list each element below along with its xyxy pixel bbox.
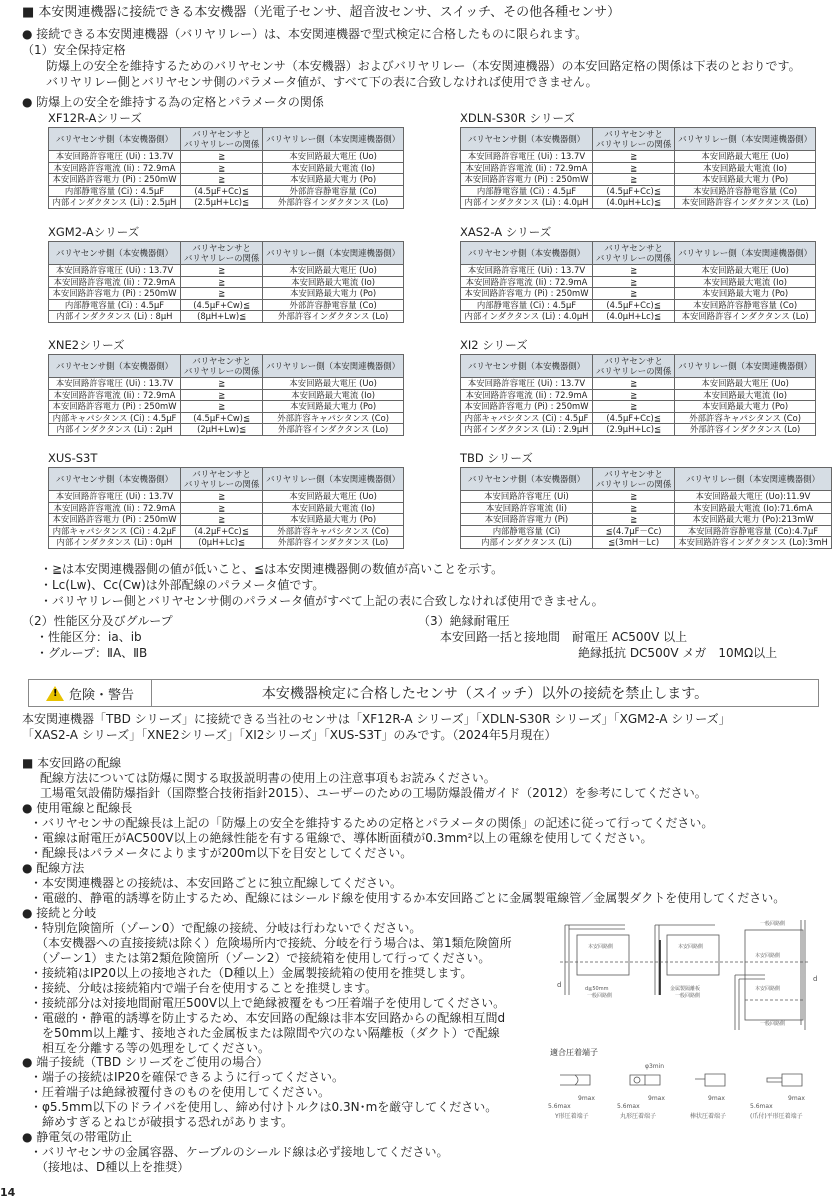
terminal-title: ● 端子接続（TBD シリーズをご使用の場合） xyxy=(22,1055,269,1069)
cell-relay: 本安回路許容静電容量 (Co) xyxy=(675,185,816,197)
cell-relay: 外部許容インダクタンス (Lo) xyxy=(263,197,404,209)
header-relation: バリヤセンサと バリヤリレーの関係 xyxy=(593,468,675,491)
header-relay-side: バリヤリレー側（本安関連機器側） xyxy=(263,355,404,378)
compat-line1: 本安関連機器「TBD シリーズ」に接続できる当社のセンサは「XF12R-A シリーズ」「XDLN-S30R シリーズ」「XGM2-A シリーズ」 xyxy=(22,712,731,726)
method-item-1: ・本安関連機器との接続は、本安回路ごとに独立配線してください。 xyxy=(30,876,403,890)
cell-relation: ≧ xyxy=(593,502,675,514)
table-row xyxy=(461,525,832,537)
table-row xyxy=(49,174,404,186)
subsection-1-title: （1）安全保持定格 xyxy=(22,43,126,57)
cell-relation: ≧ xyxy=(593,265,675,277)
page-number: 14 xyxy=(0,1186,16,1199)
spec-table xyxy=(48,127,404,209)
note-2: ・Lc(Lw)、Cc(Cw)は外部配線のパラメータ値です。 xyxy=(40,578,325,592)
insulation-resistance: 絶縁抵抗 DC500V メガ 10MΩ以上 xyxy=(578,646,778,660)
series-title: XF12R-Aシリーズ xyxy=(48,111,142,125)
table-row xyxy=(49,265,404,277)
cell-relation: ≧ xyxy=(181,265,263,277)
cell-relay: 本安回路最大電力 (Po) xyxy=(263,288,404,300)
table-row xyxy=(461,311,816,323)
cell-sensor: 内部静電容量 (Ci) : 4.5μF xyxy=(49,299,181,311)
cell-sensor: 内部インダクタンス (Li) : 2.9μH xyxy=(461,424,593,436)
cell-relation: ≧ xyxy=(593,276,675,288)
cell-sensor: 本安回路許容電圧 (Ui) : 13.7V xyxy=(461,378,593,390)
cell-relation: (8μH+Lw)≦ xyxy=(181,311,263,323)
header-relation: バリヤセンサと バリヤリレーの関係 xyxy=(181,242,263,265)
cell-relation: ≧ xyxy=(181,389,263,401)
cell-relay: 本安回路最大電圧 (Uo):11.9V xyxy=(675,491,832,503)
subsection-1-line1: 防爆上の安全を維持するためのバリヤセンサ（本安機器）およびバリヤリレー（本安関連機器）の本安回路定格の関係は下表のとおりです。 xyxy=(46,59,801,73)
cell-relation: ≧ xyxy=(181,151,263,163)
cell-sensor: 本安回路許容電力 (Pi) : 250mW xyxy=(461,288,593,300)
table-row xyxy=(49,299,404,311)
cell-relay: 外部許容静電容量 (Co) xyxy=(263,299,404,311)
table-row xyxy=(49,525,404,537)
subsection-2-title: （2）性能区分及びグループ xyxy=(22,614,173,628)
cell-relation: ≧ xyxy=(593,514,675,526)
cell-relay: 本安回路最大電圧 (Uo) xyxy=(263,265,404,277)
table-row xyxy=(49,491,404,503)
warning-label-cell xyxy=(29,680,152,706)
cell-relay: 本安回路許容インダクタンス (Lo) xyxy=(675,197,816,209)
cell-sensor: 内部キャパシタンス (Ci) : 4.2μF xyxy=(49,525,181,537)
table-row xyxy=(461,401,816,413)
cell-relation: ≦(3mH－Lc) xyxy=(593,537,675,549)
cell-relation: (4.0μH+Lc)≦ xyxy=(593,197,675,209)
table-row xyxy=(461,424,816,436)
table-row xyxy=(461,151,816,163)
cell-sensor: 本安回路許容電圧 (Ui) xyxy=(461,491,593,503)
cell-relay: 本安回路最大電圧 (Uo) xyxy=(263,491,404,503)
cell-sensor: 本安回路許容電流 (Ii) xyxy=(461,502,593,514)
header-relation: バリヤセンサと バリヤリレーの関係 xyxy=(593,242,675,265)
svg-text:5.6max: 5.6max xyxy=(548,1103,571,1110)
table-row xyxy=(461,378,816,390)
svg-text:本安回路側: 本安回路側 xyxy=(678,944,704,950)
table-row xyxy=(49,288,404,300)
header-sensor-side: バリヤセンサ側（本安機器側） xyxy=(461,242,593,265)
cell-sensor: 内部インダクタンス (Li) : 4.0μH xyxy=(461,311,593,323)
cell-relation: (2.5μH+Lc)≦ xyxy=(181,197,263,209)
cell-relay: 本安回路許容静電容量 (Co):4.7μF xyxy=(675,525,832,537)
svg-text:d≧50mm: d≧50mm xyxy=(585,986,609,992)
table-row xyxy=(49,537,404,549)
cell-relay: 本安回路最大電流 (Io) xyxy=(675,162,816,174)
cell-relay: 本安回路最大電力 (Po) xyxy=(675,401,816,413)
cell-sensor: 本安回路許容電流 (Ii) : 72.9mA xyxy=(461,389,593,401)
wiring-title: ■ 本安回路の配線 xyxy=(22,756,122,770)
svg-text:一般回路側: 一般回路側 xyxy=(675,993,701,999)
cell-sensor: 本安回路許容電力 (Pi) : 250mW xyxy=(461,401,593,413)
cell-relation: (4.5μF+Cc)≦ xyxy=(593,185,675,197)
cell-relation: ≦(4.7μF－Cc) xyxy=(593,525,675,537)
cell-relation: (2.9μH+Lc)≦ xyxy=(593,424,675,436)
table-header-row xyxy=(461,468,832,491)
terminal-diagram-title: 適合圧着端子 xyxy=(550,1048,598,1057)
table-row xyxy=(461,276,816,288)
cable-title: ● 使用電線と配線長 xyxy=(22,801,133,815)
cell-relay: 外部許容キャパシタンス (Co) xyxy=(263,525,404,537)
cable-item-1: ・バリヤセンサの配線長は上記の「防爆上の安全を維持するための定格とパラメータの関係」の記述に従って行ってください。 xyxy=(30,816,714,830)
cell-relation: ≧ xyxy=(181,288,263,300)
table-row xyxy=(461,162,816,174)
static-line: ・バリヤセンサの金属容器、ケーブルのシールド線は必ず接地してください。 xyxy=(30,1145,449,1159)
spec-table xyxy=(460,467,832,549)
cell-relation: (4.2μF+Cc)≦ xyxy=(181,525,263,537)
table-row xyxy=(49,412,404,424)
cell-relay: 本安回路最大電圧 (Uo) xyxy=(675,265,816,277)
cell-sensor: 内部キャパシタンス (Ci) : 4.5μF xyxy=(461,412,593,424)
table-row xyxy=(461,265,816,277)
cable-item-3: ・配線長はパラメータによりますが200m以下を目安としてください。 xyxy=(30,846,413,860)
cell-relay: 本安回路最大電圧 (Uo) xyxy=(263,151,404,163)
table-row xyxy=(49,162,404,174)
branch-line: ・接続、分岐は接続箱内で端子台を使用することを推奨します。 xyxy=(30,981,378,995)
cell-relay: 本安回路最大電流 (Io) xyxy=(675,389,816,401)
cell-relation: ≧ xyxy=(593,162,675,174)
header-relay-side: バリヤリレー側（本安関連機器側） xyxy=(263,468,404,491)
table-row xyxy=(49,151,404,163)
table-header-row xyxy=(49,242,404,265)
svg-text:9max: 9max xyxy=(578,1095,595,1102)
cell-sensor: 内部キャパシタンス (Ci) : 4.5μF xyxy=(49,412,181,424)
cell-relay: 本安回路許容インダクタンス (Lo):3mH xyxy=(675,537,832,549)
cell-relation: (4.5μF+Cc)≦ xyxy=(593,299,675,311)
cell-sensor: 内部静電容量 (Ci) : 4.5μF xyxy=(49,185,181,197)
series-title: TBD シリーズ xyxy=(460,451,533,465)
cell-sensor: 本安回路許容電圧 (Ui) : 13.7V xyxy=(461,265,593,277)
svg-text:本安回路側: 本安回路側 xyxy=(588,944,614,950)
cell-sensor: 本安回路許容電流 (Ii) : 72.9mA xyxy=(461,162,593,174)
cell-relation: ≧ xyxy=(593,389,675,401)
cell-relation: ≧ xyxy=(181,401,263,413)
table-header-row xyxy=(461,355,816,378)
table-row xyxy=(461,502,832,514)
wiring-intro2: 工場電気設備防爆指針（国際整合技術指針2015）、ユーザーのための工場防爆設備ガイド（2012）を参考にしてください。 xyxy=(40,786,707,800)
header-sensor-side: バリヤセンサ側（本安機器側） xyxy=(461,128,593,151)
cell-sensor: 本安回路許容電圧 (Ui) : 13.7V xyxy=(49,151,181,163)
table-row xyxy=(49,401,404,413)
series-title: XGM2-Aシリーズ xyxy=(48,225,140,239)
svg-text:棒状圧着端子: 棒状圧着端子 xyxy=(690,1113,727,1120)
warning-label: 危険・警告 xyxy=(68,687,134,703)
cell-sensor: 内部静電容量 (Ci) : 4.5μF xyxy=(461,185,593,197)
wiring-separation-diagram xyxy=(555,915,825,1030)
cell-relay: 本安回路最大電流 (Io):71.6mA xyxy=(675,502,832,514)
cell-relay: 本安回路許容静電容量 (Co) xyxy=(675,299,816,311)
cell-sensor: 内部インダクタンス (Li) : 2.5μH xyxy=(49,197,181,209)
svg-text:一般回路側: 一般回路側 xyxy=(760,1021,786,1027)
table-row xyxy=(49,311,404,323)
svg-text:Y形圧着端子: Y形圧着端子 xyxy=(555,1113,589,1120)
cell-sensor: 内部インダクタンス (Li) : 4.0μH xyxy=(461,197,593,209)
cell-sensor: 内部静電容量 (Ci) xyxy=(461,525,593,537)
cell-relay: 本安回路最大電力 (Po) xyxy=(675,288,816,300)
cell-sensor: 本安回路許容電力 (Pi) : 250mW xyxy=(49,401,181,413)
table-row xyxy=(49,197,404,209)
svg-text:金属製隔離板: 金属製隔離板 xyxy=(670,986,701,992)
cell-sensor: 本安回路許容電圧 (Ui) : 13.7V xyxy=(49,378,181,390)
method-title: ● 配線方法 xyxy=(22,861,85,875)
header-sensor-side: バリヤセンサ側（本安機器側） xyxy=(49,468,181,491)
table-row xyxy=(461,514,832,526)
svg-text:5.6max: 5.6max xyxy=(750,1103,773,1110)
cell-sensor: 本安回路許容電圧 (Ui) : 13.7V xyxy=(461,151,593,163)
cell-relay: 本安回路最大電圧 (Uo) xyxy=(675,378,816,390)
svg-text:丸形圧着端子: 丸形圧着端子 xyxy=(620,1113,657,1120)
branch-line: ・接続部分は対接地間耐電圧500V以上で絶縁被覆をもつ圧着端子を使用してください。 xyxy=(30,996,506,1010)
svg-text:本安回路側: 本安回路側 xyxy=(755,986,781,992)
header-relay-side: バリヤリレー側（本安関連機器側） xyxy=(263,128,404,151)
svg-text:d: d xyxy=(557,981,562,989)
cell-relation: (4.5μF+Cw)≦ xyxy=(181,299,263,311)
series-title: XAS2-A シリーズ xyxy=(460,225,552,239)
header-relay-side: バリヤリレー側（本安関連機器側） xyxy=(675,468,832,491)
table-header-row xyxy=(461,242,816,265)
bullet-connect: ● 接続できる本安関連機器（バリヤリレー）は、本安関連機器で型式検定に合格したものに限られます。 xyxy=(22,27,588,41)
cell-relay: 本安回路最大電力 (Po) xyxy=(263,514,404,526)
header-sensor-side: バリヤセンサ側（本安機器側） xyxy=(461,468,593,491)
warning-triangle-icon: ! xyxy=(46,686,64,701)
table-row xyxy=(49,185,404,197)
table-row xyxy=(461,389,816,401)
cell-relay: 外部許容インダクタンス (Lo) xyxy=(263,311,404,323)
svg-text:(爪付)平形圧着端子: (爪付)平形圧着端子 xyxy=(750,1113,803,1120)
series-title: XUS-S3T xyxy=(48,451,98,465)
series-title: XNE2シリーズ xyxy=(48,338,125,352)
table-header-row xyxy=(49,128,404,151)
cell-relay: 外部許容キャパシタンス (Co) xyxy=(675,412,816,424)
cell-relay: 外部許容静電容量 (Co) xyxy=(263,185,404,197)
crimp-terminal-diagram xyxy=(545,1060,835,1125)
terminal-line: ・φ5.5mm以下のドライバを使用し、締め付けトルクは0.3N･mを厳守してください。 xyxy=(30,1100,498,1114)
cell-relay: 外部許容インダクタンス (Lo) xyxy=(263,537,404,549)
subsection-3-title: （3）絶縁耐電圧 xyxy=(418,614,510,628)
header-sensor-side: バリヤセンサ側（本安機器側） xyxy=(49,128,181,151)
cell-sensor: 内部インダクタンス (Li) xyxy=(461,537,593,549)
cell-sensor: 本安回路許容電圧 (Ui) : 13.7V xyxy=(49,265,181,277)
cell-sensor: 内部インダクタンス (Li) : 0μH xyxy=(49,537,181,549)
svg-text:9max: 9max xyxy=(788,1095,805,1102)
subsection-1-line2: バリヤリレー側とバリヤセンサ側のパラメータ値が、すべて下の表に合致しなければ使用できません。 xyxy=(46,75,598,89)
method-item-2: ・電磁的、静電的誘導を防止するため、配線にはシールド線を使用するか本安回路ごとに金属製電線管／金属製ダクトを使用してください。 xyxy=(30,891,786,905)
cell-relay: 本安回路最大電力 (Po) xyxy=(263,401,404,413)
spec-table xyxy=(460,241,816,323)
terminal-line: ・端子の接続はIP20を確保できるように行ってください。 xyxy=(30,1070,345,1084)
spec-table xyxy=(48,241,404,323)
cell-relation: ≧ xyxy=(181,174,263,186)
cell-sensor: 本安回路許容電流 (Ii) : 72.9mA xyxy=(461,276,593,288)
table-row xyxy=(461,174,816,186)
cell-relation: ≧ xyxy=(593,151,675,163)
svg-text:φ3min: φ3min xyxy=(645,1063,665,1070)
cell-relation: ≧ xyxy=(181,491,263,503)
table-row xyxy=(461,185,816,197)
svg-text:9max: 9max xyxy=(648,1095,665,1102)
table-row xyxy=(461,299,816,311)
cell-relation: ≧ xyxy=(593,174,675,186)
branch-title: ● 接続と分岐 xyxy=(22,906,97,920)
cell-sensor: 本安回路許容電力 (Pi) : 250mW xyxy=(461,174,593,186)
cell-relay: 本安回路最大電流 (Io) xyxy=(675,276,816,288)
cell-relation: (4.0μH+Lc)≦ xyxy=(593,311,675,323)
cell-relation: ≧ xyxy=(181,276,263,288)
header-relay-side: バリヤリレー側（本安関連機器側） xyxy=(263,242,404,265)
static-line: （接地は、D種以上を推奨） xyxy=(30,1160,190,1174)
warning-message: 本安機器検定に合格したセンサ（スイッチ）以外の接続を禁止します。 xyxy=(261,686,709,702)
terminal-line: ・圧着端子は絶縁被覆付きのものを使用してください。 xyxy=(30,1085,331,1099)
note-3: ・バリヤリレー側とバリヤセンサ側のパラメータ値がすべて上記の表に合致しなければ使用できません。 xyxy=(40,594,604,608)
cell-relay: 本安回路最大電流 (Io) xyxy=(263,389,404,401)
cell-sensor: 本安回路許容電力 (Pi) : 250mW xyxy=(49,288,181,300)
series-title: XI2 シリーズ xyxy=(460,338,528,352)
table-row xyxy=(461,288,816,300)
svg-text:一般回路側: 一般回路側 xyxy=(587,993,613,999)
cell-relay: 本安回路最大電流 (Io) xyxy=(263,276,404,288)
branch-line: を50mm以上離す、接地された金属板または隙間や穴のない隔離板（ダクト）で配線 xyxy=(30,1026,500,1040)
table-header-row xyxy=(461,128,816,151)
cell-relation: (4.5μF+Cw)≦ xyxy=(181,412,263,424)
table-row xyxy=(49,502,404,514)
cell-relation: ≧ xyxy=(181,514,263,526)
cable-item-2: ・電線は耐電圧がAC500V以上の絶縁性能を有する電線で、導体断面積が0.3mm²以上の電線を使用してください。 xyxy=(30,831,653,845)
spec-table xyxy=(48,354,404,436)
cell-sensor: 内部インダクタンス (Li) : 2μH xyxy=(49,424,181,436)
branch-line: 相互を分離する等の処理をしてください。 xyxy=(30,1041,271,1055)
table-row xyxy=(461,197,816,209)
cell-relation: ≧ xyxy=(593,491,675,503)
terminal-line: 締めすぎるとねじが破損する恐れがあります。 xyxy=(30,1115,294,1129)
cell-sensor: 内部インダクタンス (Li) : 8μH xyxy=(49,311,181,323)
series-title: XDLN-S30R シリーズ xyxy=(460,111,575,125)
branch-line: ・接続箱はIP20以上の接地された（D種以上）金属製接続箱の使用を推奨します。 xyxy=(30,966,473,980)
compat-line2: 「XAS2-A シリーズ」「XNE2シリーズ」「XI2シリーズ」「XUS-S3T」のみです。（2024年5月現在） xyxy=(22,728,557,742)
cell-relay: 外部許容キャパシタンス (Co) xyxy=(263,412,404,424)
header-sensor-side: バリヤセンサ側（本安機器側） xyxy=(49,242,181,265)
cell-sensor: 本安回路許容電力 (Pi) : 250mW xyxy=(49,514,181,526)
header-relation: バリヤセンサと バリヤリレーの関係 xyxy=(181,355,263,378)
header-relay-side: バリヤリレー側（本安関連機器側） xyxy=(675,242,816,265)
warning-box xyxy=(28,679,819,707)
header-sensor-side: バリヤセンサ側（本安機器側） xyxy=(49,355,181,378)
table-header-row xyxy=(49,468,404,491)
table-row xyxy=(461,412,816,424)
cell-relation: ≧ xyxy=(181,162,263,174)
cell-relation: ≧ xyxy=(181,378,263,390)
cell-sensor: 内部静電容量 (Ci) : 4.5μF xyxy=(461,299,593,311)
wiring-intro1: 配線方法については防爆に関する取扱説明書の使用上の注意事項もお読みください。 xyxy=(40,771,496,785)
table-row xyxy=(49,514,404,526)
cell-relay: 本安回路最大電圧 (Uo) xyxy=(675,151,816,163)
spec-table xyxy=(460,127,816,209)
cell-sensor: 本安回路許容電流 (Ii) : 72.9mA xyxy=(49,389,181,401)
static-title: ● 静電気の帯電防止 xyxy=(22,1130,133,1144)
header-relation: バリヤセンサと バリヤリレーの関係 xyxy=(593,128,675,151)
svg-text:5.6max: 5.6max xyxy=(617,1103,640,1110)
svg-text:9max: 9max xyxy=(708,1095,725,1102)
table-row xyxy=(49,424,404,436)
cell-relay: 本安回路最大電力 (Po) xyxy=(675,174,816,186)
branch-line: （ゾーン1）または第2類危険箇所（ゾーン2）で接続箱を使用して行ってください。 xyxy=(30,951,491,965)
cell-relay: 本安回路許容インダクタンス (Lo) xyxy=(675,311,816,323)
withstand-voltage: 本安回路一括と接地間 耐電圧 AC500V 以上 xyxy=(440,630,688,644)
cell-sensor: 本安回路許容電力 (Pi) xyxy=(461,514,593,526)
header-relay-side: バリヤリレー側（本安関連機器側） xyxy=(675,128,816,151)
header-sensor-side: バリヤセンサ側（本安機器側） xyxy=(461,355,593,378)
cell-sensor: 本安回路許容電圧 (Ui) : 13.7V xyxy=(49,491,181,503)
header-relay-side: バリヤリレー側（本安関連機器側） xyxy=(675,355,816,378)
table-row xyxy=(49,389,404,401)
cell-sensor: 本安回路許容電流 (Ii) : 72.9mA xyxy=(49,276,181,288)
branch-line: （本安機器への直接接続は除く）危険場所内で接続、分岐を行う場合は、第1類危険箇所 xyxy=(30,936,512,950)
section-title-main: ■ 本安関連機器に接続できる本安機器（光電子センサ、超音波センサ、スイッチ、その他各種センサ） xyxy=(22,5,621,20)
cell-relation: ≧ xyxy=(593,401,675,413)
cell-sensor: 本安回路許容電流 (Ii) : 72.9mA xyxy=(49,162,181,174)
cell-relay: 外部許容インダクタンス (Lo) xyxy=(263,424,404,436)
cell-relay: 外部許容インダクタンス (Lo) xyxy=(675,424,816,436)
table-row xyxy=(461,491,832,503)
bullet-params: ● 防爆上の安全を維持する為の定格とパラメータの関係 xyxy=(22,95,324,109)
table-row xyxy=(461,537,832,549)
cell-relay: 本安回路最大電流 (Io) xyxy=(263,162,404,174)
group-class: ・グループ：ⅡA、ⅡB xyxy=(36,646,148,660)
note-1: ・≧は本安関連機器側の値が低いこと、≦は本安関連機器側の数値が高いことを示す。 xyxy=(40,562,504,576)
cell-sensor: 本安回路許容電流 (Ii) : 72.9mA xyxy=(49,502,181,514)
branch-line: ・特別危険箇所（ゾーン0）で配線の接続、分岐は行わないでください。 xyxy=(30,921,422,935)
cell-relation: (4.5μF+Cc)≦ xyxy=(181,185,263,197)
cell-relation: (4.5μF+Cc)≦ xyxy=(593,412,675,424)
cell-relation: ≧ xyxy=(593,378,675,390)
cell-relation: ≧ xyxy=(181,502,263,514)
cell-relation: (2μH+Lw)≦ xyxy=(181,424,263,436)
cell-sensor: 本安回路許容電力 (Pi) : 250mW xyxy=(49,174,181,186)
branch-line: ・電磁的・静電的誘導を防止するため、本安回路の配線は非本安回路からの配線相互間d xyxy=(30,1011,506,1025)
cell-relay: 本安回路最大電力 (Po):213mW xyxy=(675,514,832,526)
table-row xyxy=(49,378,404,390)
cell-relation: (0μH+Lc)≦ xyxy=(181,537,263,549)
svg-text:本安回路側: 本安回路側 xyxy=(755,953,781,959)
table-row xyxy=(49,276,404,288)
cell-relay: 本安回路最大電流 (Io) xyxy=(263,502,404,514)
cell-relay: 本安回路最大電力 (Po) xyxy=(263,174,404,186)
table-header-row xyxy=(49,355,404,378)
svg-text:一般回路側: 一般回路側 xyxy=(760,921,786,927)
performance-class: ・性能区分：ia、ib xyxy=(36,630,142,644)
cell-relation: ≧ xyxy=(593,288,675,300)
header-relation: バリヤセンサと バリヤリレーの関係 xyxy=(181,468,263,491)
spec-table xyxy=(48,467,404,549)
svg-text:d: d xyxy=(813,975,818,983)
spec-table xyxy=(460,354,816,436)
cell-relay: 本安回路最大電圧 (Uo) xyxy=(263,378,404,390)
header-relation: バリヤセンサと バリヤリレーの関係 xyxy=(593,355,675,378)
header-relation: バリヤセンサと バリヤリレーの関係 xyxy=(181,128,263,151)
